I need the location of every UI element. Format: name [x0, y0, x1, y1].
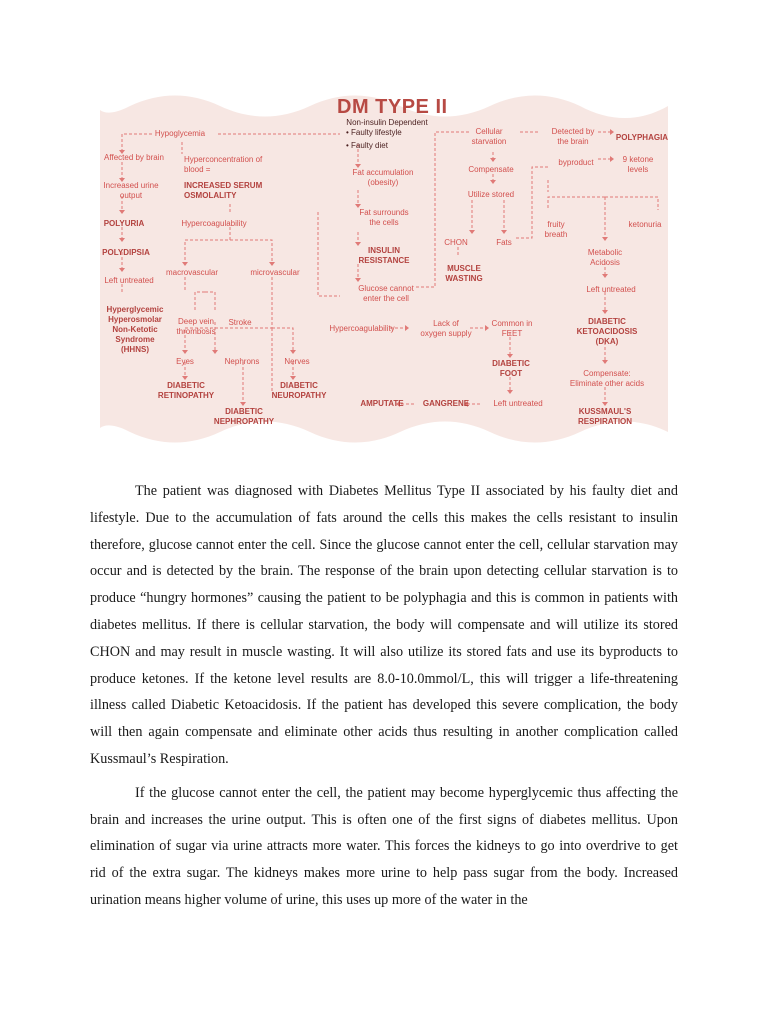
node-amputate: AMPUTATE: [360, 399, 404, 408]
node-utilize-stored: Utilize stored: [467, 190, 515, 199]
node-common-feet: Common in FEET: [491, 319, 533, 338]
node-microvascular: microvascular: [250, 268, 300, 277]
node-polydipsia: POLYDIPSIA: [102, 248, 150, 257]
node-affected-brain: Affected by brain: [104, 153, 164, 162]
node-dvt: Deep vein thrombosis: [176, 317, 216, 336]
node-hyperconcentration: Hyperconcentration of blood =: [184, 155, 263, 174]
node-fat-surrounds: Fat surrounds the cells: [359, 208, 409, 227]
diagram-subtitle: Non-insulin Dependent: [346, 118, 428, 127]
bullet-label: Faulty diet: [351, 141, 388, 150]
node-serum-osmolality: INCREASED SERUM OSMOLALITY: [184, 181, 263, 200]
node-detected-brain: Detected by the brain: [551, 127, 595, 146]
diagram-title: DM TYPE II: [337, 96, 448, 118]
node-fat-accumulation: Fat accumulation (obesity): [352, 168, 414, 187]
node-left-untreated-hhns: Left untreated: [104, 276, 154, 285]
node-metabolic-acidosis: Metabolic Acidosis: [587, 248, 623, 267]
node-hypoglycemia: Hypoglycemia: [154, 129, 206, 138]
node-ketone-levels: 9 ketone levels: [622, 155, 654, 174]
node-neuropathy: DIABETIC NEUROPATHY: [271, 381, 327, 400]
node-polyphagia: POLYPHAGIA: [615, 133, 669, 142]
node-fats: Fats: [496, 238, 512, 247]
node-stroke: Stroke: [228, 318, 252, 327]
body-text: [90, 478, 678, 921]
node-nephrons: Nephrons: [224, 357, 260, 366]
node-glucose-cannot: Glucose cannot enter the cell: [358, 284, 414, 303]
node-polyuria: POLYURIA: [103, 219, 145, 228]
node-muscle-wasting: MUSCLE WASTING: [445, 264, 483, 283]
node-insulin-resistance: INSULIN RESISTANCE: [358, 246, 410, 265]
node-hypercoagulability: Hypercoagulability: [181, 219, 247, 228]
node-nerves: Nerves: [284, 357, 310, 366]
node-fruity-breath: fruity breath: [544, 220, 568, 239]
node-eyes: Eyes: [176, 357, 194, 366]
node-diabetic-foot: DIABETIC FOOT: [492, 359, 530, 378]
node-cellular-starvation: Cellular starvation: [471, 127, 507, 146]
node-hypercoag-foot: Hypercoagulability: [329, 324, 395, 333]
node-hhns: Hyperglycemic Hyperosmolar Non-Ketotic Syndrome (HHNS): [106, 305, 164, 354]
node-nephropathy: DIABETIC NEPHROPATHY: [213, 407, 275, 426]
paragraph-1: The patient was diagnosed with Diabetes Mellitus Type II associated by his faulty diet and lifestyle. Due to the accumulation of fats around the cells this makes the cells resistant to insulin therefore, glucose cannot enter the cell. Since the glucose cannot enter the cell, cellular starvation may occur and is detected by the brain. The response of the brain upon detecting cellular starvation is to produce “hungry hormones” causing the patient to be polyphagia and this is common in patients with diabetes mellitus. If there is cellular starvation, the body will compensate and will utilize its stored CHON and may result in muscle wasting. It will also utilize its stored fats and use its byproducts to produce ketones. If the ketone level results are 8.0-10.0mmol/L, this will trigger a life-threatening illness called Diabetic Ketoacidosis. If the patient has developed this severe complication, the body will then again compensate and eliminate other acids thus resulting in another complication called Kussmaul’s Respiration.: [90, 483, 678, 767]
node-ketonuria: ketonuria: [628, 220, 662, 229]
node-lack-oxygen: Lack of oxygen supply: [420, 319, 472, 338]
node-dka: DIABETIC KETOACIDOSIS (DKA): [576, 317, 638, 346]
node-increased-urine: Increased urine output: [103, 181, 159, 200]
node-retinopathy: DIABETIC RETINOPATHY: [157, 381, 215, 400]
paragraph-2: If the glucose cannot enter the cell, the patient may become hyperglycemic thus affecting the brain and increases the urine output. This is often one of the first signs of diabetes mellitus. Upon elimination of sugar via urine attracts more water. This forces the kidneys to go into overdrive to get rid of the extra sugar. The kidneys makes more urine to help pass sugar from the body. Increased urination means higher volume of urine, this uses up more of the water in the: [90, 784, 678, 908]
node-left-untreated-dka: Left untreated: [586, 285, 636, 294]
node-chon: CHON: [444, 238, 468, 247]
node-byproduct: byproduct: [558, 158, 594, 167]
node-compensate: Compensate: [468, 165, 514, 174]
node-macrovascular: macrovascular: [165, 268, 219, 277]
node-gangrene: GANGRENE: [422, 399, 470, 408]
bullet-label: Faulty lifestyle: [351, 128, 402, 137]
node-left-untreated-foot: Left untreated: [493, 399, 543, 408]
node-kussmaul: KUSSMAUL'S RESPIRATION: [577, 407, 633, 426]
bullet-faulty-diet: • Faulty diet: [346, 141, 388, 150]
bullet-faulty-lifestyle: • Faulty lifestyle: [346, 128, 402, 137]
node-eliminate-acids: Compensate: Eliminate other acids: [569, 369, 645, 388]
